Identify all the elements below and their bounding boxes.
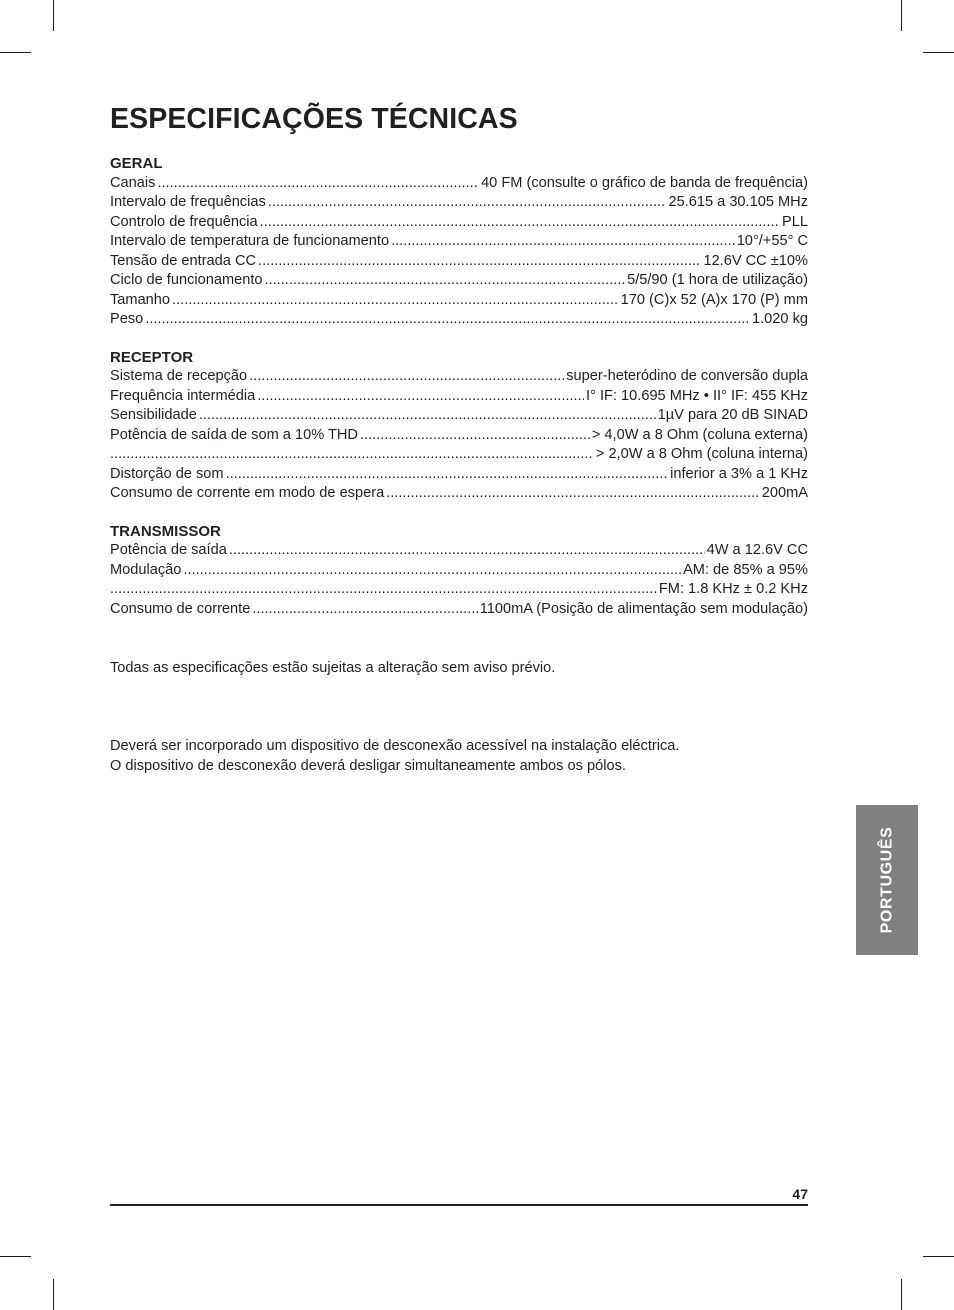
section-receptor <box>110 348 808 504</box>
spec-value: 200mA <box>761 485 808 501</box>
spec-label: Intervalo de temperatura de funcionamento <box>110 233 390 249</box>
spec-row <box>110 387 808 407</box>
spec-row <box>110 271 808 291</box>
spec-row <box>110 426 808 446</box>
section-title: GERAL <box>110 155 163 172</box>
section-title: TRANSMISSOR <box>110 522 221 540</box>
dot-leader <box>172 291 619 311</box>
dot-leader <box>110 445 594 465</box>
spec-value: super-heteródino de conversão dupla <box>566 368 808 384</box>
spec-value: 1.020 kg <box>752 311 808 327</box>
dot-leader <box>157 174 479 194</box>
spec-label: Frequência intermédia <box>110 387 256 404</box>
spec-label: Canais <box>110 174 156 191</box>
dot-leader <box>386 484 760 504</box>
spec-row <box>110 465 808 485</box>
page-title: ESPECIFICAÇÕES TÉCNICAS <box>110 103 518 135</box>
spec-row <box>110 445 808 465</box>
spec-value: 4W a 12.6V CC <box>706 542 808 558</box>
crop-mark <box>53 0 54 31</box>
spec-label: Potência de saída <box>110 542 227 558</box>
spec-row <box>110 174 808 194</box>
spec-value: 1µV para 20 dB SINAD <box>657 407 808 423</box>
spec-row <box>110 310 808 330</box>
spec-value: AM: de 85% a 95% <box>683 561 808 578</box>
spec-value: FM: 1.8 KHz ± 0.2 KHz <box>658 581 808 597</box>
dot-leader <box>110 580 657 600</box>
dot-leader <box>258 252 701 272</box>
spec-value: > 4,0W a 8 Ohm (coluna externa) <box>591 426 808 443</box>
crop-mark <box>0 1256 31 1257</box>
language-tab <box>856 805 918 955</box>
dot-leader <box>391 232 735 252</box>
crop-mark <box>901 1279 902 1310</box>
spec-row <box>110 484 808 504</box>
spec-value: 40 FM (consulte o gráfico de banda de frequência) <box>481 174 808 191</box>
spec-row <box>110 367 808 387</box>
spec-label: Tamanho <box>110 291 171 308</box>
crop-mark <box>923 1256 954 1257</box>
dot-leader <box>265 271 626 291</box>
spec-label: Modulação <box>110 561 182 578</box>
spec-label: Controlo de frequência <box>110 213 258 230</box>
spec-row <box>110 213 808 233</box>
dot-leader <box>249 367 564 387</box>
spec-row <box>110 252 808 272</box>
section-geral <box>110 154 808 330</box>
spec-label: Consumo de corrente em modo de espera <box>110 485 385 501</box>
specifications <box>110 154 808 637</box>
spec-label: Ciclo de funcionamento <box>110 272 263 288</box>
spec-value: 5/5/90 (1 hora de utilização) <box>627 272 808 288</box>
spec-value: 170 (C)x 52 (A)x 170 (P) mm <box>620 291 808 308</box>
dot-leader <box>260 213 780 233</box>
crop-mark <box>0 52 31 53</box>
crop-mark <box>53 1279 54 1310</box>
spec-label: Peso <box>110 311 144 327</box>
dot-leader <box>252 600 477 620</box>
spec-value: inferior a 3% a 1 KHz <box>670 465 808 482</box>
disclaimer-note: Todas as especificações estão sujeitas a alteração sem aviso prévio. <box>110 660 556 676</box>
dot-leader <box>226 465 669 485</box>
crop-mark <box>923 52 954 53</box>
section-transmissor <box>110 522 808 620</box>
spec-row <box>110 291 808 311</box>
disconnect-note-line-1: Deverá ser incorporado um dispositivo de desconexão acessível na instalação eléctrica. <box>110 738 680 754</box>
spec-label: Tensão de entrada CC <box>110 252 257 269</box>
spec-value: 12.6V CC ±10% <box>703 252 808 269</box>
spec-label: Distorção de som <box>110 465 224 482</box>
spec-label: Intervalo de frequências <box>110 194 266 210</box>
dot-leader <box>145 310 750 330</box>
spec-value: PLL <box>782 213 808 230</box>
disconnect-note-line-2: O dispositivo de desconexão deverá desligar simultaneamente ambos os pólos. <box>110 758 626 774</box>
spec-value: 1100mA (Posição de alimentação sem modulação) <box>479 600 808 617</box>
section-title: RECEPTOR <box>110 348 194 366</box>
dot-leader <box>268 193 667 213</box>
language-tab-label: PORTUGUÊS <box>878 826 895 934</box>
dot-leader <box>199 406 656 426</box>
spec-label: Potência de saída de som a 10% THD <box>110 426 358 443</box>
dot-leader <box>229 541 705 561</box>
dot-leader <box>257 387 584 407</box>
spec-label: Sensibilidade <box>110 407 197 423</box>
spec-row <box>110 232 808 252</box>
spec-row <box>110 541 808 561</box>
spec-row <box>110 561 808 581</box>
spec-value: 25.615 a 30.105 MHz <box>668 194 808 210</box>
spec-value: I° IF: 10.695 MHz • II° IF: 455 KHz <box>586 387 808 404</box>
page-number: 47 <box>792 1186 808 1202</box>
spec-row <box>110 600 808 620</box>
spec-value: > 2,0W a 8 Ohm (coluna interna) <box>595 446 808 462</box>
dot-leader <box>360 426 590 446</box>
dot-leader <box>183 561 681 581</box>
spec-label: Consumo de corrente <box>110 600 251 617</box>
spec-row <box>110 580 808 600</box>
spec-label: Sistema de recepção <box>110 368 248 384</box>
spec-row <box>110 193 808 213</box>
spec-value: 10°/+55° C <box>736 233 808 249</box>
crop-mark <box>901 0 902 31</box>
spec-row <box>110 406 808 426</box>
footer-rule <box>110 1204 808 1206</box>
